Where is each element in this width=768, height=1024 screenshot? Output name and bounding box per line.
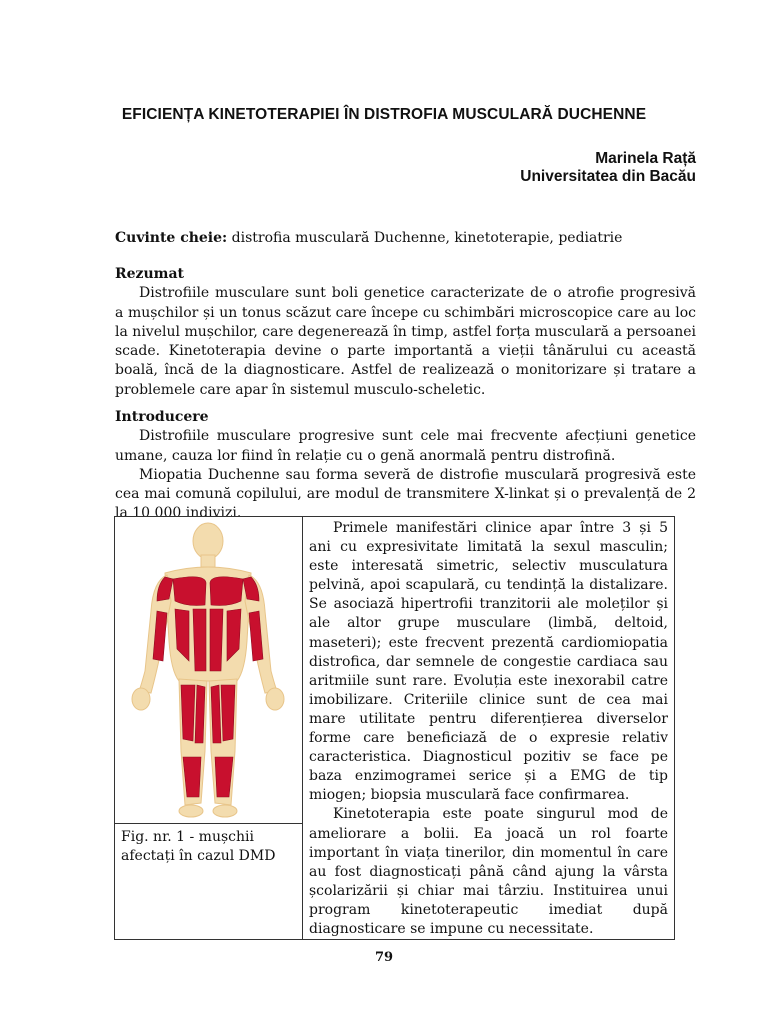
figure-side-text bbox=[303, 517, 675, 940]
left-thigh-muscle bbox=[195, 685, 205, 743]
right-quadriceps-muscle bbox=[221, 685, 235, 741]
left-pectoral-muscle bbox=[173, 577, 206, 606]
left-quadriceps-muscle bbox=[181, 685, 195, 741]
kinetotherapy-paragraph: Kinetoterapia este poate singurul mod de ameliorare a bolii. Ea joacă un rol foarte important în viața tinerilor, din momentul în care au fost diagnosticați până când ajung la vârsta școlarizării și chiar mai târziu. Instituirea unui program kinetoterapeutic imediat după diagnosticare se impune cu necessitate. bbox=[309, 806, 668, 937]
introduction-paragraph-2: Miopatia Duchenne sau forma severă de distrofie musculară progresivă este cea mai comună copilului, are modul de transmitere X-linkat și o prevalență de 2 la 10 000 indivizi. bbox=[115, 466, 696, 522]
muscle-anatomy-figure bbox=[117, 521, 299, 821]
author-affiliation: Universitatea din Bacău bbox=[520, 168, 696, 185]
right-hand-shape bbox=[266, 688, 284, 710]
abstract-section bbox=[115, 265, 696, 400]
right-foot-shape bbox=[213, 805, 237, 817]
left-foot-shape bbox=[179, 805, 203, 817]
keywords-line bbox=[115, 229, 696, 248]
abstract-heading: Rezumat bbox=[115, 266, 185, 282]
head-shape bbox=[193, 523, 223, 559]
right-thigh-muscle bbox=[211, 685, 221, 743]
figure-caption: Fig. nr. 1 - mușchii afectați în cazul DMD bbox=[115, 823, 302, 915]
paper-title: EFICIENȚA KINETOTERAPIEI ÎN DISTROFIA MUSCULARĂ DUCHENNE bbox=[121, 106, 647, 123]
introduction-paragraph-1: Distrofiile musculare progresive sunt cele mai frecvente afecțiuni genetice umane, cauza lor fiind în relație cu o genă anormală pentru distrofină. bbox=[115, 428, 696, 464]
figure-table bbox=[114, 516, 675, 940]
introduction-section bbox=[115, 408, 696, 524]
author-name: Marinela Rață bbox=[595, 150, 696, 167]
clinical-paragraph: Primele manifestări clinice apar între 3 și 5 ani cu expresivitate limitată la sexul masculin; este interesată simetric, selectiv musculatura pelvină, apoi scapulară, cu tendință la distalizare. Se asociază hipertrofii tranzitorii ale moleților și ale altor grupe musculare (limbă, deltoid, maseteri); este frecvent prezentă cardiomiopatia distrofica, dar semnele de congestie cardiaca sau aritmiile sunt rare. Evoluția este inexorabil catre imobilizare. Criteriile clinice sunt de cea mai mare utilitate pentru diferențierea diverselor forme care beneficiază de o expresie relativ caracteristica. Diagnosticul pozitiv se face pe baza enzimogramei serice și a EMG de tip miogen; biopsia musculară face confirmarea. bbox=[309, 520, 668, 804]
left-hand-shape bbox=[132, 688, 150, 710]
keywords-text: distrofia musculară Duchenne, kinetoterapie, pediatrie bbox=[227, 230, 623, 246]
figure-cell bbox=[115, 517, 303, 940]
keywords-label: Cuvinte cheie: bbox=[115, 230, 228, 246]
introduction-heading: Introducere bbox=[115, 409, 209, 425]
abstract-text: Distrofiile musculare sunt boli genetice caracterizate de o atrofie progresivă a mușchilor și un tonus scăzut care începe cu schimbări microscopice care au loc la nivelul mușchilor, care degenerează în timp, astfel forța musculară a persoanei scade. Kinetoterapia devine o parte importantă a vieții tânărului cu această boală, încă de la diagnosticare. Astfel de realizează o monitorizare și tratare a problemele care apar în sistemul musculo-scheletic. bbox=[115, 285, 696, 398]
neck-shape bbox=[201, 555, 215, 567]
left-abdominal-muscle bbox=[193, 609, 206, 671]
right-pectoral-muscle bbox=[210, 577, 243, 606]
right-abdominal-muscle bbox=[210, 609, 223, 671]
page-number: 79 bbox=[374, 950, 394, 965]
